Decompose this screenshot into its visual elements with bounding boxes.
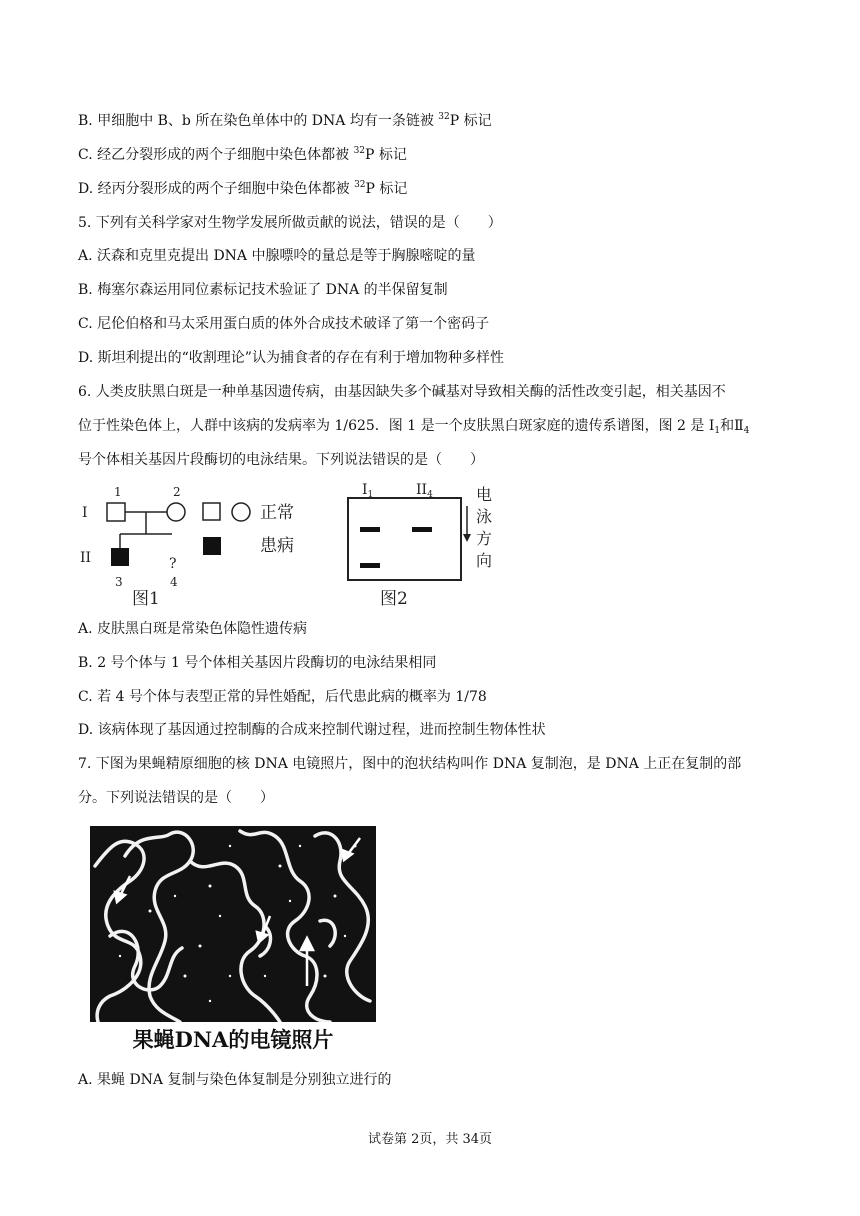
pedigree-figure: [70, 476, 310, 608]
electrophoresis-figure: [340, 476, 510, 608]
direction-arrow-head-icon: [463, 534, 471, 542]
page-footer: 试卷第 2页，共 34页: [367, 1132, 493, 1147]
em-photo-caption: 果蝇DNA的电镜照片: [90, 1024, 376, 1054]
q7-stem-line1: 7. 下图为果蝇精原细胞的核 DNA 电镜照片，图中的泡状结构叫作 DNA 复制泡，是 DNA 上正在复制的部: [78, 756, 742, 772]
legend-normal-label: 正常: [260, 503, 294, 523]
figure-1-caption: 图1: [132, 589, 160, 608]
individual-2-symbol: [167, 503, 185, 521]
individual-2-number: 2: [173, 485, 181, 499]
q6-option-c: C. 若 4 号个体与表型正常的异性婚配，后代患此病的概率为 1/78: [78, 689, 487, 705]
individual-1-symbol: [107, 503, 125, 521]
individual-3-number: 3: [115, 575, 123, 589]
legend-normal-circle: [232, 503, 250, 521]
generation-i-label: I: [82, 505, 88, 521]
q5-option-c: C. 尼伦伯格和马太采用蛋白质的体外合成技术破译了第一个密码子: [78, 316, 490, 332]
individual-3-symbol: [111, 548, 129, 566]
direction-char-2: 泳: [476, 507, 493, 526]
q6-stem-line3: 号个体相关基因片段酶切的电泳结果。下列说法错误的是（ ）: [78, 452, 484, 468]
q5-stem: 5. 下列有关科学家对生物学发展所做贡献的说法，错误的是（ ）: [78, 215, 502, 231]
gel-band: [412, 527, 432, 532]
q6-option-b: B. 2 号个体与 1 号个体相关基因片段酶切的电泳结果相同: [78, 655, 437, 671]
arrow-icon: [115, 838, 360, 986]
dna-electron-micrograph: [90, 826, 376, 1022]
q5-option-a: A. 沃森和克里克提出 DNA 中腺嘌呤的量总是等于胸腺嘧啶的量: [78, 248, 476, 264]
individual-1-number: 1: [114, 485, 122, 499]
direction-char-4: 向: [476, 551, 493, 570]
lane-ii4-label: $II_4$: [416, 482, 433, 500]
legend-affected-square: [203, 537, 221, 555]
gel-band: [360, 527, 380, 532]
legend-affected-label: 患病: [260, 536, 294, 556]
gel-band: [360, 563, 380, 568]
direction-char-1: 电: [476, 485, 493, 504]
figure-2-caption: 图2: [380, 589, 408, 608]
q7-option-a: A. 果蝇 DNA 复制与染色体复制是分别独立进行的: [78, 1072, 392, 1088]
individual-4-number: 4: [170, 575, 178, 589]
legend-normal-square: [203, 503, 220, 520]
q5-option-d: D. 斯坦利提出的“收割理论”认为捕食者的存在有利于增加物种多样性: [78, 350, 504, 366]
q4-option-c: C. 经乙分裂形成的两个子细胞中染色体都被 $^{32}$P 标记: [78, 146, 407, 163]
generation-ii-label: II: [80, 550, 92, 566]
q4-option-b: B. 甲细胞中 B、b 所在染色单体中的 DNA 均有一条链被 $^{32}$P 标记: [78, 112, 492, 129]
q6-option-d: D. 该病体现了基因通过控制酶的合成来控制代谢过程，进而控制生物体性状: [78, 722, 546, 738]
q5-option-b: B. 梅塞尔森运用同位素标记技术验证了 DNA 的半保留复制: [78, 282, 448, 298]
direction-char-3: 方: [476, 529, 493, 548]
q6-stem-line1: 6. 人类皮肤黑白斑是一种单基因遗传病，由基因缺失多个碱基对导致相关酶的活性改变引起，相关基因不: [78, 384, 726, 400]
individual-4-question: ?: [169, 556, 177, 572]
q6-option-a: A. 皮肤黑白斑是常染色体隐性遗传病: [78, 621, 308, 637]
q7-stem-line2: 分。下列说法错误的是（ ）: [78, 790, 274, 806]
lane-i1-label: $I_1$: [362, 482, 374, 500]
q6-stem-line2: 位于性染色体上，人群中该病的发病率为 1/625．图 1 是一个皮肤黑白斑家庭的遗传系谱图，图 2 是 $I_1$和$Ⅱ_4$: [78, 418, 750, 436]
q4-option-d: D. 经丙分裂形成的两个子细胞中染色体都被 $^{32}$P 标记: [78, 180, 408, 197]
